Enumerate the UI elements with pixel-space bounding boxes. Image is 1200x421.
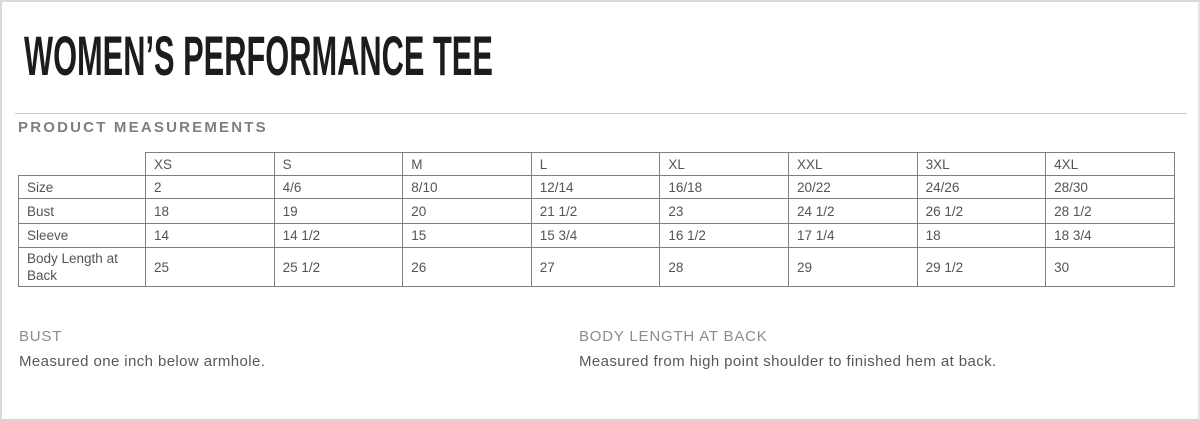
measurement-cell: 26 bbox=[403, 248, 532, 287]
section-heading: PRODUCT MEASUREMENTS bbox=[18, 119, 268, 136]
measurement-cell: 20/22 bbox=[788, 176, 917, 199]
page-title: WOMEN’S PERFORMANCE TEE bbox=[24, 24, 493, 87]
measurement-cell: 26 1/2 bbox=[917, 199, 1046, 224]
measurement-cell: 25 bbox=[146, 248, 275, 287]
note-body-length bbox=[579, 328, 1179, 370]
measurement-cell: 17 1/4 bbox=[788, 224, 917, 248]
measurement-cell: 21 1/2 bbox=[531, 199, 660, 224]
table-row-size bbox=[19, 176, 1175, 199]
size-column-header: XL bbox=[660, 153, 789, 176]
measurements-table bbox=[18, 152, 1175, 287]
table-row-bust bbox=[19, 199, 1175, 224]
measurement-cell: 24 1/2 bbox=[788, 199, 917, 224]
table-header-row bbox=[19, 153, 1175, 176]
measurement-cell: 29 bbox=[788, 248, 917, 287]
size-column-header: 3XL bbox=[917, 153, 1046, 176]
table-row-body-length bbox=[19, 248, 1175, 287]
measurement-cell: 16 1/2 bbox=[660, 224, 789, 248]
size-column-header: L bbox=[531, 153, 660, 176]
measurement-cell: 28 bbox=[660, 248, 789, 287]
size-column-header: XS bbox=[146, 153, 275, 176]
row-label: Bust bbox=[19, 199, 146, 224]
size-column-header: 4XL bbox=[1046, 153, 1175, 176]
row-label: Body Length at Back bbox=[19, 248, 146, 287]
note-heading: BODY LENGTH AT BACK bbox=[579, 328, 768, 345]
measurement-cell: 12/14 bbox=[531, 176, 660, 199]
measurement-cell: 4/6 bbox=[274, 176, 403, 199]
measurement-cell: 19 bbox=[274, 199, 403, 224]
measurement-cell: 29 1/2 bbox=[917, 248, 1046, 287]
measurement-cell: 28 1/2 bbox=[1046, 199, 1175, 224]
measurement-cell: 14 bbox=[146, 224, 275, 248]
row-label: Sleeve bbox=[19, 224, 146, 248]
measurement-cell: 24/26 bbox=[917, 176, 1046, 199]
measurement-cell: 27 bbox=[531, 248, 660, 287]
note-heading: BUST bbox=[19, 328, 63, 345]
size-column-header: M bbox=[403, 153, 532, 176]
size-column-header: XXL bbox=[788, 153, 917, 176]
size-column-header: S bbox=[274, 153, 403, 176]
note-bust bbox=[19, 328, 559, 370]
measurement-cell: 20 bbox=[403, 199, 532, 224]
note-description: Measured from high point shoulder to finished hem at back. bbox=[579, 353, 997, 370]
row-label: Size bbox=[19, 176, 146, 199]
section-divider bbox=[15, 113, 1187, 114]
measurement-cell: 8/10 bbox=[403, 176, 532, 199]
measurement-cell: 15 bbox=[403, 224, 532, 248]
measurement-cell: 14 1/2 bbox=[274, 224, 403, 248]
note-description: Measured one inch below armhole. bbox=[19, 353, 266, 370]
measurement-cell: 18 bbox=[917, 224, 1046, 248]
measurement-cell: 25 1/2 bbox=[274, 248, 403, 287]
measurement-cell: 28/30 bbox=[1046, 176, 1175, 199]
table-corner-cell bbox=[19, 153, 146, 176]
measurement-cell: 23 bbox=[660, 199, 789, 224]
measurement-cell: 18 3/4 bbox=[1046, 224, 1175, 248]
measurement-cell: 18 bbox=[146, 199, 275, 224]
measurement-cell: 15 3/4 bbox=[531, 224, 660, 248]
measurement-cell: 30 bbox=[1046, 248, 1175, 287]
measurement-cell: 16/18 bbox=[660, 176, 789, 199]
measurement-cell: 2 bbox=[146, 176, 275, 199]
table-row-sleeve bbox=[19, 224, 1175, 248]
